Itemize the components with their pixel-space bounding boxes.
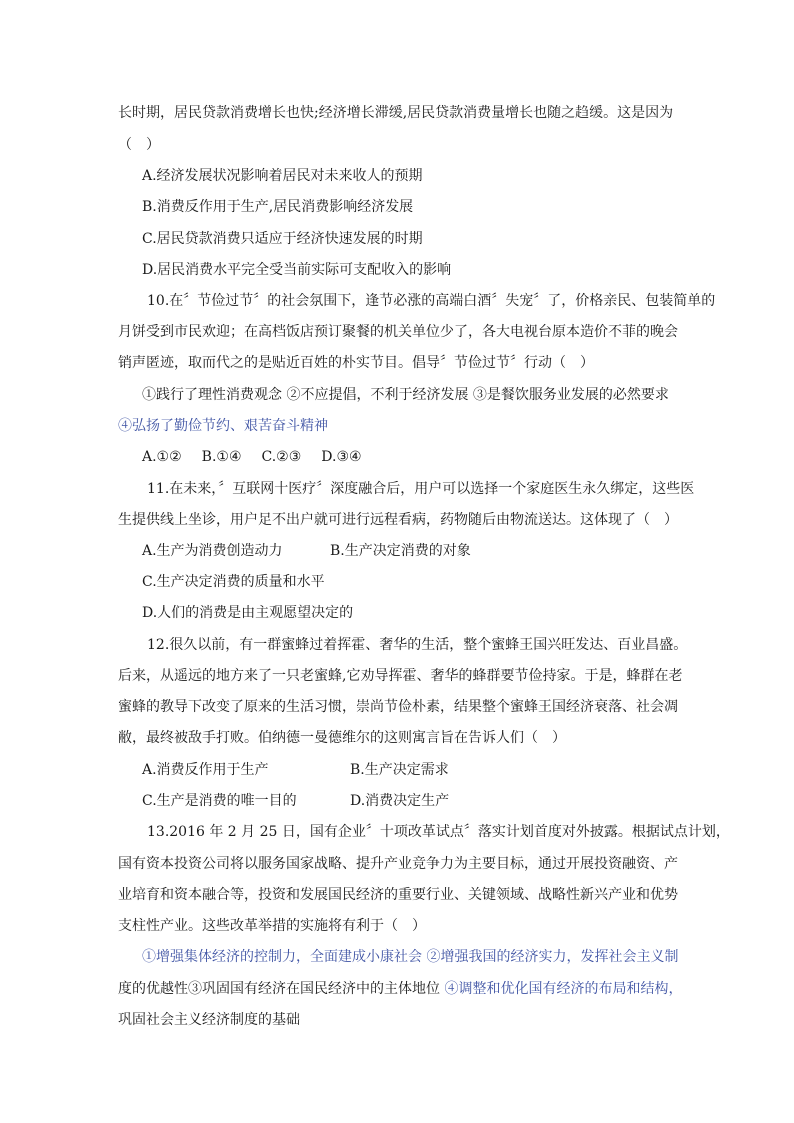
q13-item-3: ③巩固国有经济在国民经济中的主体地位 <box>188 981 440 997</box>
q10-stem-line-1: 10.在〞节俭过节〞的社会氛围下，逢节必涨的高端白酒〞失宠〞了，价格亲民、包装简单的 <box>147 293 716 309</box>
q11-stem-line-2: 生提供线上坐诊，用户足不出户就可进行远程看病，药物随后由物流送达。这体现了（ ） <box>118 512 678 528</box>
q9-option-a: A.经济发展状况影响着居民对未来收人的预期 <box>142 168 423 184</box>
q12-stem-line-2: 后来，从遥远的地方来了一只老蜜蜂,它劝导挥霍、奢华的蜂群要节俭持家。于是，蜂群在老 <box>118 668 683 684</box>
q11-option-a: A.生产为消费创造动力 <box>142 543 283 559</box>
q10-item-3: ③是餐饮服务业发展的必然要求 <box>472 387 669 403</box>
q12-option-b: B.生产决定需求 <box>350 762 449 778</box>
q13-item-4b: 巩固社会主义经济制度的基础 <box>118 1012 300 1028</box>
q12-stem-line-3: 蜜蜂的教导下改变了原来的生活习惯，崇尚节俭朴素，结果整个蜜蜂王国经济衰落、社会凋 <box>118 699 678 715</box>
q13-items-row-1 <box>142 948 678 966</box>
q13-item-2b: 度的优越性 <box>118 981 188 997</box>
q9-option-b: B.消费反作用于生产,居民消费影响经济发展 <box>142 199 414 215</box>
q13-stem-line-2: 国有资本投资公司将以服务国家战略、提升产业竞争力为主要目标，通过开展投资融资、产 <box>118 856 678 872</box>
q13-stem-line-1: 13.2016 年 2 月 25 日，国有企业〞十项改革试点〞落实计划首度对外披露。根据试点计划， <box>147 824 730 840</box>
q10-item-1: ①践行了理性消费观念 <box>142 387 282 403</box>
q13-items-row-2 <box>118 980 682 998</box>
q9-answer-blank: （ ） <box>118 137 160 153</box>
q13-stem-line-3: 业培育和资本融合等，投资和发展国民经济的重要行业、关键领域、战略性新兴产业和优势 <box>118 887 678 903</box>
q11-option-c: C.生产决定消费的质量和水平 <box>142 574 325 590</box>
q10-choice-a: A.①② <box>142 449 182 465</box>
q9-option-d: D.居民消费水平完全受当前实际可支配收入的影响 <box>142 262 452 278</box>
q10-choices-row <box>142 448 362 466</box>
q13-item-2a: ②增强我国的经济实力，发挥社会主义制 <box>426 949 679 965</box>
q11-option-b: B.生产决定消费的对象 <box>330 543 471 559</box>
q9-option-c: C.居民贷款消费只适应于经济快速发展的时期 <box>142 231 423 247</box>
q10-choice-c: C.②③ <box>261 449 302 465</box>
q10-choice-b: B.①④ <box>201 449 242 465</box>
q10-stem-line-2: 月饼受到市民欢迎；在高档饭店预订聚餐的机关单位少了，各大电视台原本造价不菲的晚会 <box>118 324 678 340</box>
q12-option-c: C.生产是消费的唯一目的 <box>142 793 297 809</box>
q9-stem-end: 长时期，居民贷款消费增长也快;经济增长滞缓,居民贷款消费量增长也随之趋缓。这是因为 <box>118 105 674 121</box>
q13-stem-line-4: 支柱性产业。这些改革举措的实施将有利于（ ） <box>118 918 426 934</box>
q13-item-4a: ④调整和优化国有经济的布局和结构， <box>444 981 683 997</box>
q12-stem-line-1: 12.很久以前，有一群蜜蜂过着挥霍、奢华的生活，整个蜜蜂王国兴旺发达、百业昌盛。 <box>147 637 688 653</box>
q10-choice-d: D.③④ <box>321 449 362 465</box>
q12-stem-line-4: 敝，最终被敌手打败。伯纳德一曼德维尔的这则寓言旨在告诉人们（ ） <box>118 730 566 746</box>
q11-stem-line-1: 11.在未来，〞互联网十医疗〞深度融合后，用户可以选择一个家庭医生永久绑定，这些医 <box>147 481 695 497</box>
q10-item-4: ④弘扬了勤俭节约、艰苦奋斗精神 <box>118 418 328 434</box>
q11-option-d: D.人们的消费是由主观愿望决定的 <box>142 605 354 621</box>
q10-items-row <box>142 386 669 404</box>
q13-item-1: ①增强集体经济的控制力，全面建成小康社会 <box>142 949 422 965</box>
q12-option-a: A.消费反作用于生产 <box>142 762 269 778</box>
q10-item-2: ②不应提倡，不利于经济发展 <box>286 387 469 403</box>
q10-stem-line-3: 销声匿迹，取而代之的是贴近百姓的朴实节目。倡导〞节俭过节〞行动（ ） <box>118 355 594 371</box>
q12-option-d: D.消费决定生产 <box>350 793 450 809</box>
